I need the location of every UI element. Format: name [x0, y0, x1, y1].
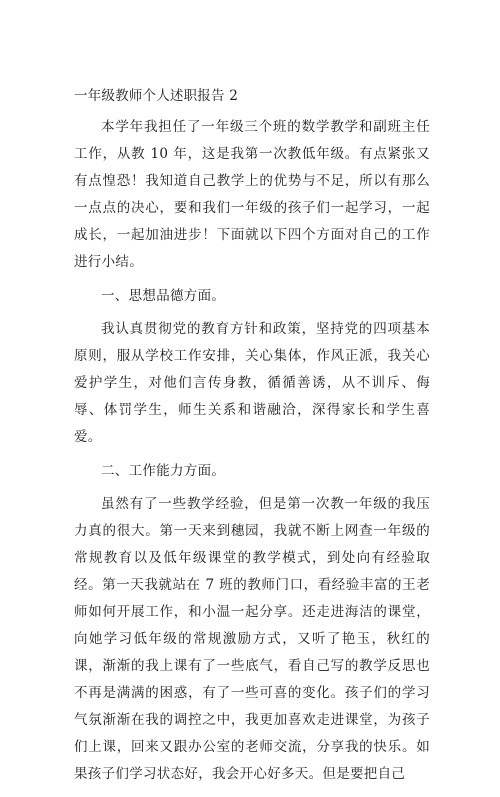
section-heading-ability: 二、工作能力方面。 — [101, 463, 226, 479]
document-title: 一年级教师个人述职报告 2 — [74, 88, 238, 104]
section-heading-ideology: 一、思想品德方面。 — [101, 288, 226, 304]
ideology-paragraph: 我认真贯彻党的教育方针和政策，坚持党的四项基本原则，服从学校工作安排，关心集体，作风正派，我关心爱护学生，对他们言传身教，循循善诱，从不训斥、侮辱、体罚学生，师生关系和谐融洽，深得家长和学生喜爱。 — [74, 321, 430, 445]
intro-paragraph: 本学年我担任了一年级三个班的数学教学和副班主任工作，从教 10 年，这是我第一次教低年级。有点紧张又有点惶恐！我知道自己教学上的优势与不足，所以有那么一点点的决心，要和我们一年级的孩子们一起学习，一起成长，一起加油进步！下面就以下四个方面对自己的工作进行小结。 — [74, 119, 430, 270]
ability-paragraph: 虽然有了一些教学经验，但是第一次教一年级的我压力真的很大。第一天来到穗园，我就不断上网查一年级的常规教育以及低年级课堂的教学模式，到处向有经验取经。第一天我就站在 7 班的教师门口，看经验丰富的王老师如何开展工作，和小温一起分享。还走进海洁的课堂，向她学习低年级的常规激励方式，又听了艳玉，秋红的课，渐渐的我上课有了一些底气，看自己写的教学反思也不再是满满的困惑，有了一些可喜的变化。孩子们的学习气氛渐渐在我的调控之中，我更加喜欢走进课堂，为孩子们上课，回来又跟办公室的老师交流，分享我的快乐。如果孩子们学习状态好，我会开心好多天。但是要把自己 — [74, 496, 430, 782]
document-page — [74, 86, 430, 797]
